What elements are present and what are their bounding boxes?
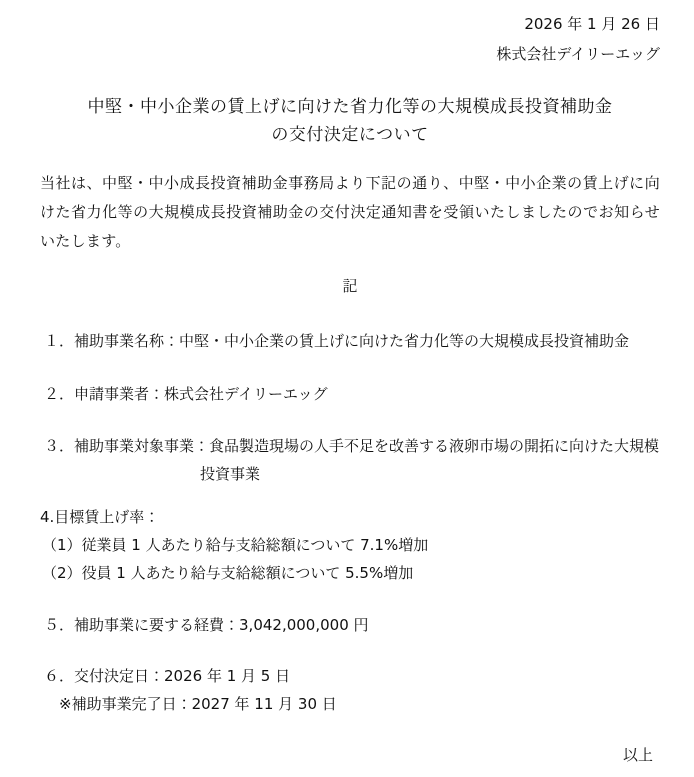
document-title-line-1: 中堅・中小企業の賃上げに向けた省力化等の大規模成長投資補助金: [87, 97, 613, 117]
wage-increase-sub-2: （2）役員 1 人あたり給与支給総額について 5.5%増加: [42, 564, 414, 582]
target-business-line-1: ３．補助事業対象事業：食品製造現場の人手不足を改善する液卵市場の開拓に向けた大規模: [44, 437, 660, 455]
list-item-target-business: [44, 432, 660, 488]
list-item-applicant: ２．申請事業者：株式会社デイリーエッグ: [44, 385, 328, 403]
record-marker: 記: [342, 277, 358, 295]
grant-decision-date-line: ６．交付決定日：2026 年 1 月 5 日: [44, 667, 291, 685]
document-date: 2026 年 1 月 26 日: [524, 15, 660, 33]
target-business-line-2: 投資事業: [200, 465, 261, 483]
project-completion-note: ※補助事業完了日：2027 年 11 月 30 日: [59, 695, 337, 713]
list-item-project-cost: ５．補助事業に要する経費：3,042,000,000 円: [44, 616, 369, 634]
intro-paragraph: 当社は、中堅・中小成長投資補助金事務局より下記の通り、中堅・中小企業の賃上げに向けた省力化等の大規模成長投資補助金の交付決定通知書を受領いたしましたのでお知らせいたします。: [40, 174, 660, 250]
closing-word: 以上: [622, 746, 653, 764]
document-title: [40, 93, 660, 149]
wage-increase-heading: 4.目標賃上げ率：: [40, 508, 160, 526]
company-name: 株式会社デイリーエッグ: [496, 45, 660, 63]
list-item-subsidy-project-name: １．補助事業名称：中堅・中小企業の賃上げに向けた省力化等の大規模成長投資補助金: [44, 332, 630, 350]
document-title-line-2: の交付決定について: [271, 125, 429, 145]
list-item-grant-decision-date: [44, 662, 660, 718]
list-item-wage-increase-target: [40, 503, 660, 587]
wage-increase-sub-1: （1）従業員 1 人あたり給与支給総額について 7.1%増加: [42, 536, 429, 554]
